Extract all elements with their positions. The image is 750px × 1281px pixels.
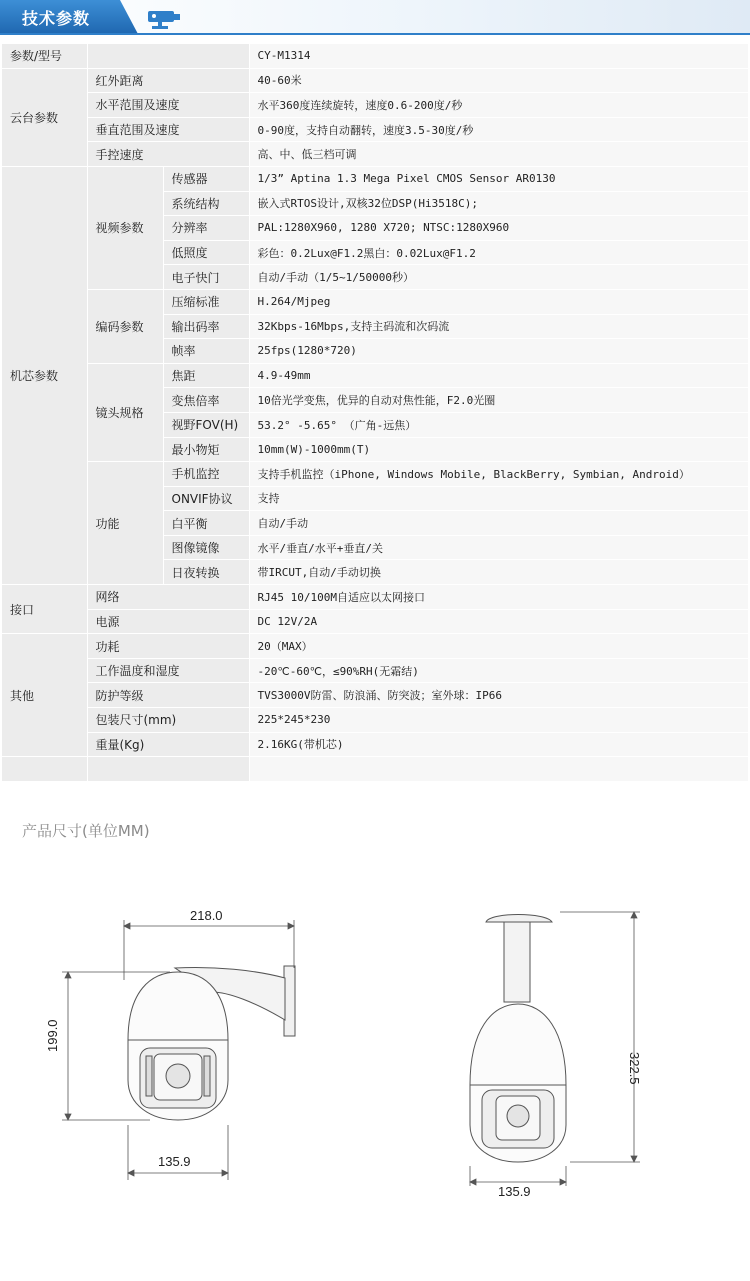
param-value: 40-60米: [249, 68, 748, 93]
param-name: 分辨率: [163, 216, 249, 241]
param-name: 白平衡: [163, 511, 249, 536]
param-value: 0-90度，支持自动翻转，速度3.5-30度/秒: [249, 117, 748, 142]
table-row: [2, 634, 748, 659]
table-row: [2, 585, 748, 610]
param-name: 网络: [87, 585, 249, 610]
param-name: 低照度: [163, 240, 249, 265]
right-height-label: 322.5: [627, 1052, 642, 1085]
param-name: 视野FOV(H): [163, 412, 249, 437]
table-row: [2, 68, 748, 93]
param-name: 红外距离: [87, 68, 249, 93]
section-header: [0, 0, 750, 34]
table-row: [2, 44, 748, 68]
dimensions-title: 产品尺寸(单位MM): [22, 822, 150, 840]
param-name: 手机监控: [163, 462, 249, 487]
param-value: CY-M1314: [249, 44, 748, 68]
param-value: TVS3000V防雷、防浪涌、防突波；室外球：IP66: [249, 683, 748, 708]
param-name: 最小物矩: [163, 437, 249, 462]
param-name: 变焦倍率: [163, 388, 249, 413]
param-value: 带IRCUT,自动/手动切换: [249, 560, 748, 585]
param-value: 彩色：0.2Lux@F1.2黑白：0.02Lux@F1.2: [249, 240, 748, 265]
param-value: RJ45 10/100M自适应以太网接口: [249, 585, 748, 610]
param-value: 支持手机监控（iPhone, Windows Mobile, BlackBerry, Symbian, Android）: [249, 462, 748, 487]
param-value: 水平/垂直/水平+垂直/关: [249, 535, 748, 560]
param-name: 垂直范围及速度: [87, 117, 249, 142]
param-value: 嵌入式RTOS设计,双核32位DSP(Hi3518C);: [249, 191, 748, 216]
param-category: 机芯参数: [2, 166, 87, 584]
product-dimension-drawing: [0, 880, 750, 1220]
param-value: 10倍光学变焦，优异的自动对焦性能，F2.0光圈: [249, 388, 748, 413]
param-name: [87, 44, 249, 68]
param-value: 225*245*230: [249, 708, 748, 733]
param-value: 支持: [249, 486, 748, 511]
param-value: -20℃-60℃，≤90%RH(无霜结): [249, 658, 748, 683]
table-row: [2, 142, 748, 167]
param-name: 图像镜像: [163, 535, 249, 560]
param-value: 32Kbps-16Mbps,支持主码流和次码流: [249, 314, 748, 339]
param-name: 防护等级: [87, 683, 249, 708]
param-value: H.264/Mjpeg: [249, 289, 748, 314]
param-name: 包装尺寸(mm): [87, 708, 249, 733]
param-name: 重量(Kg): [87, 732, 249, 757]
param-name: ONVIF协议: [163, 486, 249, 511]
empty-cell: [2, 757, 87, 782]
front-view-camera: [470, 915, 566, 1163]
right-base-label: 135.9: [498, 1184, 531, 1199]
param-value: PAL:1280X960, 1280 X720; NTSC:1280X960: [249, 216, 748, 241]
param-value: 10mm(W)-1000mm(T): [249, 437, 748, 462]
table-row: [2, 117, 748, 142]
table-row: [2, 166, 748, 191]
table-row: [2, 462, 748, 487]
table-row: [2, 609, 748, 634]
camera-icon: [138, 5, 186, 29]
param-value: 水平360度连续旋转，速度0.6-200度/秒: [249, 93, 748, 118]
param-group: 编码参数: [87, 289, 163, 363]
param-name: 手控速度: [87, 142, 249, 167]
param-value: 20（MAX）: [249, 634, 748, 659]
table-row: [2, 732, 748, 757]
param-name: 输出码率: [163, 314, 249, 339]
param-name: 水平范围及速度: [87, 93, 249, 118]
param-name: 焦距: [163, 363, 249, 388]
header-rule: [0, 33, 750, 35]
param-category: 其他: [2, 634, 87, 757]
param-value: 高、中、低三档可调: [249, 142, 748, 167]
left-height-label: 199.0: [45, 1019, 60, 1052]
empty-cell: [87, 757, 249, 782]
param-value: 自动/手动（1/5~1/50000秒）: [249, 265, 748, 290]
param-value: 2.16KG(带机芯): [249, 732, 748, 757]
param-name: 功耗: [87, 634, 249, 659]
param-name: 工作温度和湿度: [87, 658, 249, 683]
empty-cell: [249, 757, 748, 782]
side-view-camera: [128, 966, 295, 1120]
param-name: 电源: [87, 609, 249, 634]
param-category: 参数/型号: [2, 44, 87, 68]
table-row: [2, 289, 748, 314]
left-base-label: 135.9: [158, 1154, 191, 1169]
header-title: 技术参数: [22, 9, 91, 28]
param-group: 视频参数: [87, 166, 163, 289]
param-category: 云台参数: [2, 68, 87, 166]
param-value: 4.9-49mm: [249, 363, 748, 388]
param-group: 功能: [87, 462, 163, 585]
table-row: [2, 658, 748, 683]
spec-table: [2, 44, 749, 782]
param-name: 压缩标准: [163, 289, 249, 314]
param-value: 自动/手动: [249, 511, 748, 536]
param-name: 帧率: [163, 339, 249, 364]
param-value: 53.2° -5.65° （广角-远焦）: [249, 412, 748, 437]
param-value: 25fps(1280*720): [249, 339, 748, 364]
table-row: [2, 363, 748, 388]
param-category: 接口: [2, 585, 87, 634]
param-group: 镜头规格: [87, 363, 163, 461]
param-name: 日夜转换: [163, 560, 249, 585]
table-row: [2, 683, 748, 708]
table-row: [2, 93, 748, 118]
left-width-label: 218.0: [190, 908, 223, 923]
param-name: 系统结构: [163, 191, 249, 216]
param-value: DC 12V/2A: [249, 609, 748, 634]
table-row-blank: [2, 757, 748, 782]
param-name: 传感器: [163, 166, 249, 191]
table-row: [2, 708, 748, 733]
param-value: 1/3” Aptina 1.3 Mega Pixel CMOS Sensor AR0130: [249, 166, 748, 191]
param-name: 电子快门: [163, 265, 249, 290]
